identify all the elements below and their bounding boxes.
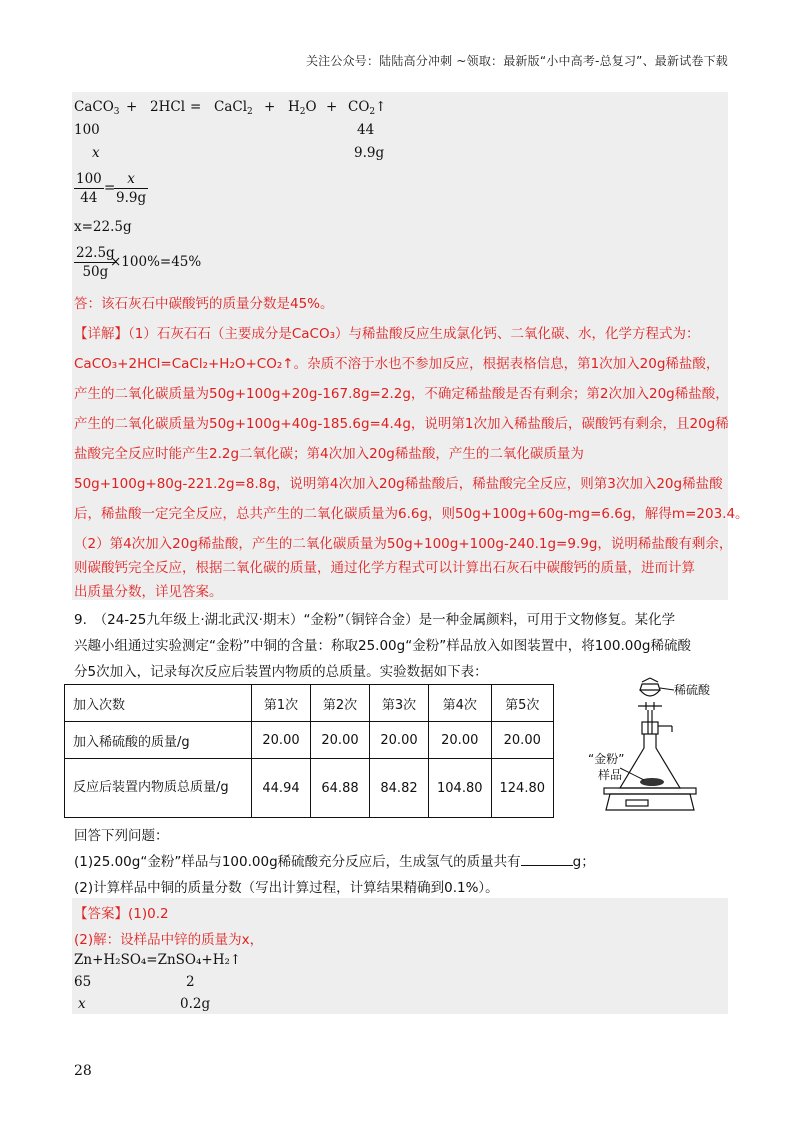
answer-statement: 答：该石灰石中碳酸钙的质量分数是45%。 <box>74 296 334 312</box>
detail-line: CaCO₃+2HCl=CaCl₂+H₂O+CO₂↑。杂质不溶于水也不参加反应，根据表格信息，第1次加入20g稀盐酸， <box>74 356 720 372</box>
equals-sign: = <box>190 99 202 115</box>
proportion-right: $\frac{x}{9.9g}$ <box>116 171 147 206</box>
plus-sign: + <box>126 99 138 115</box>
question-text: 分5次加入，记录每次反应后装置内物质的总质量。实验数据如下表： <box>74 664 488 680</box>
table-cell: 44.94 <box>252 759 311 818</box>
formula-co2: $CO_2↑$ <box>348 99 387 117</box>
data-table <box>64 684 554 818</box>
table-row <box>65 722 554 759</box>
table-cell: 反应后装置内物质总质量/g <box>65 759 252 818</box>
sample-pile <box>640 778 664 786</box>
percent-fraction: $\frac{22.5g}{50g}$ <box>76 245 115 280</box>
table-cell: 64.88 <box>311 759 370 818</box>
table-cell: 第3次 <box>370 685 429 722</box>
table-row <box>65 759 554 818</box>
sub-question-1-unit: g； <box>572 854 595 870</box>
table-cell: 加入次数 <box>65 685 252 722</box>
table-cell: 124.80 <box>491 759 554 818</box>
unknown-x: x <box>78 996 86 1012</box>
figure-label-sample: “金粉” <box>588 752 625 766</box>
detail-line: 后，稀盐酸一定完全反应，总共产生的二氧化碳质量为6.6g，则50g+100g+60g-mg=6.6g，解得m=203.4。 <box>74 506 749 522</box>
result-x: x=22.5g <box>74 219 132 235</box>
table-cell: 第5次 <box>491 685 554 722</box>
table-cell: 20.00 <box>370 722 429 759</box>
answer-tag: 【答案】 <box>74 906 128 922</box>
answer-line-1 <box>74 902 169 922</box>
table-cell: 加入稀硫酸的质量/g <box>65 722 252 759</box>
detail-line: 产生的二氧化碳质量为50g+100g+20g-167.8g=2.2g，不确定稀盐酸是否有剩余；第2次加入20g稀盐酸， <box>74 386 729 402</box>
proportion-equals: = <box>104 180 116 196</box>
page-number: 28 <box>74 1063 92 1079</box>
solution-block <box>72 92 728 600</box>
h2-mass: 0.2g <box>180 996 211 1012</box>
proportion-left: $\frac{100}{44}$ <box>76 171 102 206</box>
sub-question-1 <box>74 850 595 870</box>
detail-line: （2）第4次加入20g稀盐酸，产生的二氧化碳质量为50g+100g+100g-240.1g=9.9g，说明稀盐酸有剩余， <box>74 536 733 552</box>
figure-label-sample: 样品 <box>598 768 623 782</box>
chemical-equation-2: Zn+H₂SO₄=ZnSO₄+H₂↑ <box>74 952 242 968</box>
molar-mass-co2: 44 <box>357 122 375 138</box>
molar-mass-h2: 2 <box>186 974 195 990</box>
formula-h2o: $H_2O$ <box>288 99 317 117</box>
unknown-x: x <box>92 145 100 161</box>
formula-caco3: CaCO$_3$ <box>74 99 120 117</box>
table-cell: 20.00 <box>311 722 370 759</box>
table-cell: 84.82 <box>370 759 429 818</box>
formula-hcl: 2HCl <box>150 99 186 115</box>
question-prompt: 回答下列问题： <box>74 828 169 844</box>
detail-line: 【详解】（1）石灰石石（主要成分是CaCO₃）与稀盐酸反应生成氯化钙、二氧化碳、水，化学方程式为： <box>74 326 700 342</box>
percent-result: ×100%=45% <box>110 254 202 270</box>
table-header-row <box>65 685 554 722</box>
question-text: 兴趣小组通过实验测定“金粉”中铜的含量：称取25.00g“金粉”样品放入如图装置中，将100.00g稀硫酸 <box>74 638 691 654</box>
detail-line: 产生的二氧化碳质量为50g+100g+40g-185.6g=4.4g，说明第1次加入稀盐酸后，碳酸钙有剩余，且20g稀 <box>74 416 729 432</box>
answer-value: (1)0.2 <box>128 906 169 922</box>
sub-question-1-text: (1)25.00g“金粉”样品与100.00g稀硫酸充分反应后，生成氢气的质量共有 <box>74 854 521 870</box>
question-text: 9. （24-25九年级上·湖北武汉·期末）“金粉”（铜锌合金）是一种金属颜料，可用于文物修复。某化学 <box>74 612 676 628</box>
table-cell: 第4次 <box>429 685 492 722</box>
co2-mass: 9.9g <box>354 145 385 161</box>
page-header: 关注公众号：陆陆高分冲刺 ~领取：最新版“小中高考-总复习”、最新试卷下载 <box>305 54 728 68</box>
figure-label-acid: 稀硫酸 <box>674 683 711 697</box>
detail-line: 出质量分数，详见答案。 <box>74 584 223 600</box>
table-cell: 20.00 <box>491 722 554 759</box>
detail-line: 50g+100g+80g-221.2g=8.8g，说明第4次加入20g稀盐酸后，稀盐酸完全反应，则第3次加入20g稀盐酸 <box>74 476 723 492</box>
table-cell: 第1次 <box>252 685 311 722</box>
sub-question-2: (2)计算样品中铜的质量分数（写出计算过程，计算结果精确到0.1%）。 <box>74 880 499 896</box>
answer-blank <box>521 853 573 866</box>
molar-mass-zn: 65 <box>74 974 92 990</box>
table-cell: 20.00 <box>252 722 311 759</box>
table-cell: 104.80 <box>429 759 492 818</box>
table-cell: 20.00 <box>429 722 492 759</box>
detail-line: 则碳酸钙完全反应，根据二氧化碳的质量，通过化学方程式可以计算出石灰石中碳酸钙的质量，进而计算 <box>74 560 695 576</box>
plus-sign: + <box>264 99 276 115</box>
molar-mass-caco3: 100 <box>74 122 100 138</box>
detail-line: 盐酸完全反应时能产生2.2g二氧化碳；第4次加入20g稀盐酸，产生的二氧化碳质量为 <box>74 446 584 462</box>
answer-line-2: (2)解：设样品中锌的质量为x， <box>74 932 264 948</box>
formula-cacl2: CaCl$_2$ <box>214 99 253 117</box>
plus-sign: + <box>326 99 338 115</box>
table-cell: 第2次 <box>311 685 370 722</box>
